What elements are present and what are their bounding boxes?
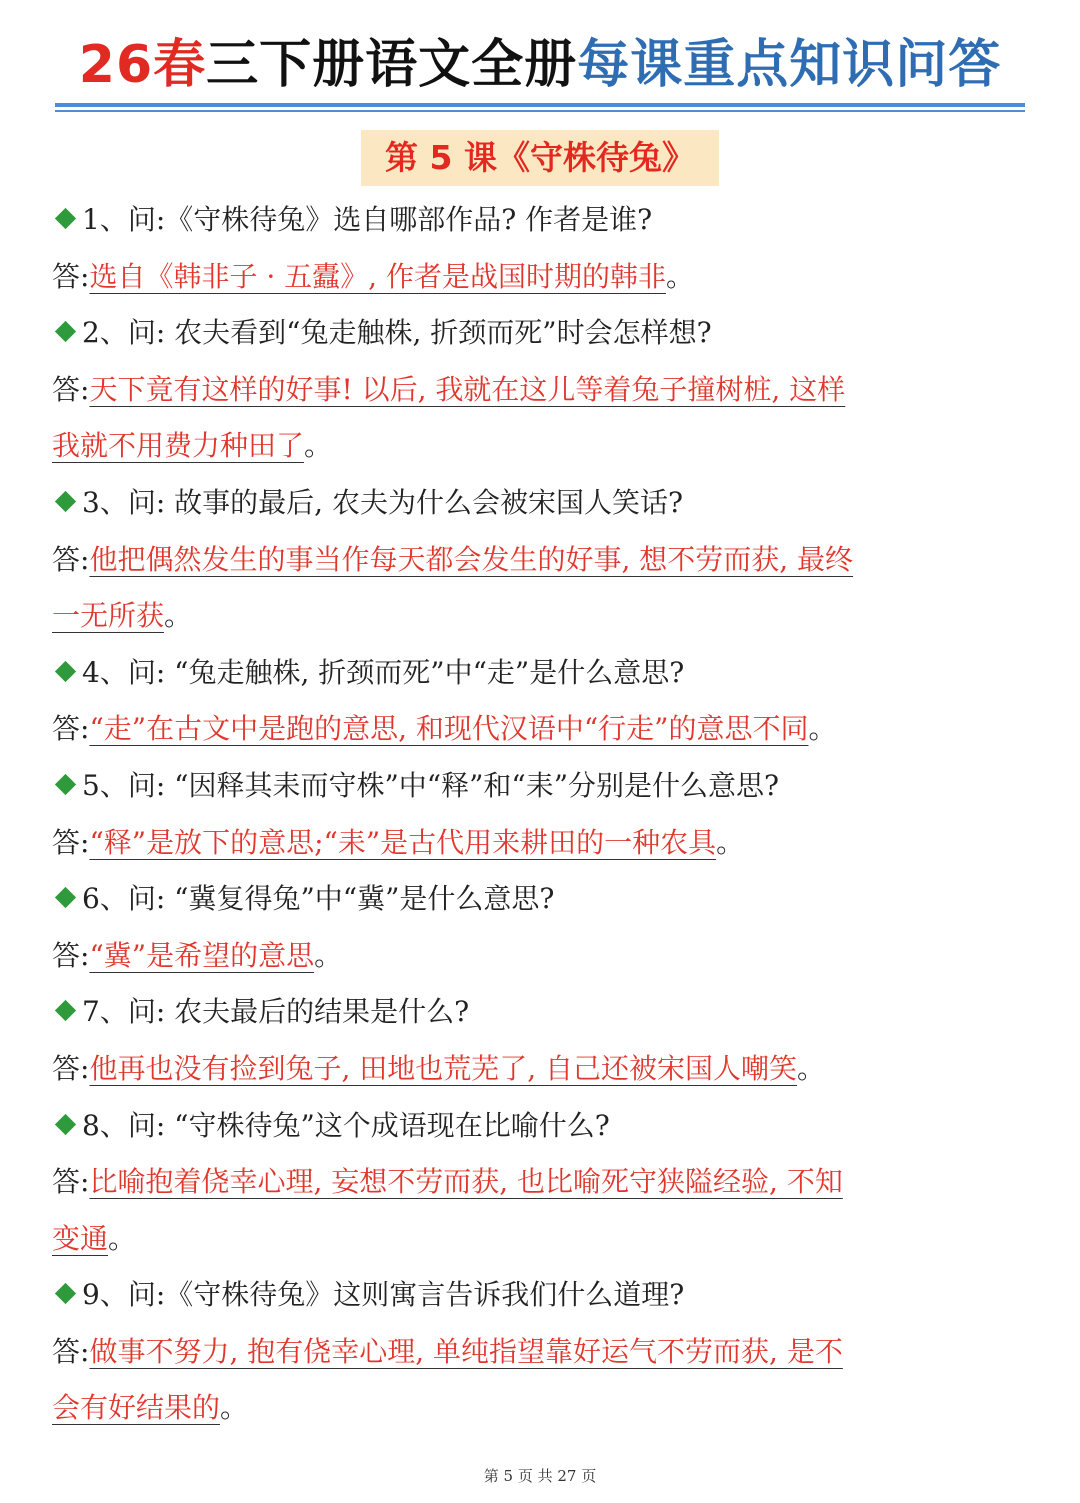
answer-period: 。 [716,825,745,859]
answer-label: 答: [52,1334,90,1368]
answer-period: 。 [220,1391,249,1425]
answer-text: 比喻抱着侥幸心理, 妄想不劳而获, 也比喻死守狭隘经验, 不知 [89,1165,843,1199]
answer-1 [52,249,1028,306]
answer-period: 。 [808,712,837,746]
answer-period: 。 [108,1221,137,1255]
question-text: 3、问: 故事的最后, 农夫为什么会被宋国人笑话? [82,485,683,519]
title-topic: 每课重点知识问答 [577,35,1002,95]
question-text: 2、问: 农夫看到“兔走触株, 折颈而死”时会怎样想? [82,316,712,350]
answer-text: “走”在古文中是跑的意思, 和现代汉语中“行走”的意思不同 [89,712,809,746]
answer-label: 答: [52,825,90,859]
title-underline-thick [55,103,1025,107]
question-3 [52,475,1028,532]
question-8 [52,1098,1028,1155]
answer-period: 。 [304,429,333,463]
answer-2-cont [52,418,1028,475]
diamond-bullet-icon [55,774,76,795]
question-6 [52,871,1028,928]
answer-9 [52,1324,1028,1381]
question-text: 5、问: “因释其耒而守株”中“释”和“耒”分别是什么意思? [82,768,780,802]
answer-4 [52,701,1028,758]
answer-label: 答: [52,542,90,576]
answer-period: 。 [665,259,694,293]
answer-5 [52,815,1028,872]
qa-list [52,192,1028,1437]
question-text: 1、问:《守株待兔》选自哪部作品? 作者是谁? [82,203,653,236]
title-year: 26春 [78,35,207,95]
page-number: 第 5 页 共 27 页 [483,1467,597,1485]
answer-text: “冀”是希望的意思 [89,938,315,972]
answer-3-cont [52,588,1028,645]
answer-label: 答: [52,1051,90,1085]
diamond-bullet-icon [55,208,76,229]
answer-text: 我就不用费力种田了 [52,429,305,463]
question-2 [52,305,1028,362]
answer-text: 一无所获 [52,599,165,633]
question-text: 6、问: “冀复得兔”中“冀”是什么意思? [82,882,555,916]
answer-label: 答: [52,712,90,746]
answer-9-cont [52,1380,1028,1437]
answer-6 [52,928,1028,985]
answer-2 [52,362,1028,419]
question-text: 9、问:《守株待兔》这则寓言告诉我们什么道理? [82,1278,685,1312]
answer-7 [52,1041,1028,1098]
question-5 [52,758,1028,815]
question-text: 7、问: 农夫最后的结果是什么? [82,995,470,1029]
diamond-bullet-icon [55,491,76,512]
answer-label: 答: [52,938,90,972]
answer-text: 他再也没有捡到兔子, 田地也荒芜了, 自己还被宋国人嘲笑 [89,1051,798,1085]
question-text: 4、问: “兔走触株, 折颈而死”中“走”是什么意思? [82,655,685,689]
answer-label: 答: [52,372,90,406]
answer-text: 做事不努力, 抱有侥幸心理, 单纯指望靠好运气不劳而获, 是不 [89,1334,843,1368]
diamond-bullet-icon [55,1283,76,1304]
question-7 [52,984,1028,1041]
question-1 [52,192,1028,249]
answer-period: 。 [797,1051,826,1085]
diamond-bullet-icon [55,1113,76,1134]
title-book: 三下册语文全册 [206,35,578,95]
answer-label: 答: [52,259,90,293]
page-title [0,30,1080,100]
diamond-bullet-icon [55,1000,76,1021]
answer-text: “释”是放下的意思;“耒”是古代用来耕田的一种农具 [89,825,717,859]
lesson-title: 第 5 课《守株待兔》 [361,130,719,186]
answer-period: 。 [314,938,343,972]
diamond-bullet-icon [55,321,76,342]
question-4 [52,645,1028,702]
answer-8-cont [52,1211,1028,1268]
question-9 [52,1267,1028,1324]
diamond-bullet-icon [55,661,76,682]
answer-text: 会有好结果的 [52,1391,221,1425]
answer-3 [52,532,1028,589]
title-underline-thin [55,110,1025,112]
answer-text: 变通 [52,1221,109,1255]
answer-text: 天下竟有这样的好事! 以后, 我就在这儿等着兔子撞树桩, 这样 [89,372,846,406]
answer-period: 。 [164,599,193,633]
answer-8 [52,1154,1028,1211]
diamond-bullet-icon [55,887,76,908]
answer-text: 他把偶然发生的事当作每天都会发生的好事, 想不劳而获, 最终 [89,542,854,576]
question-text: 8、问: “守株待兔”这个成语现在比喻什么? [82,1108,610,1142]
answer-text: 选自《韩非子 · 五蠹》, 作者是战国时期的韩非 [89,259,666,293]
answer-label: 答: [52,1165,90,1199]
